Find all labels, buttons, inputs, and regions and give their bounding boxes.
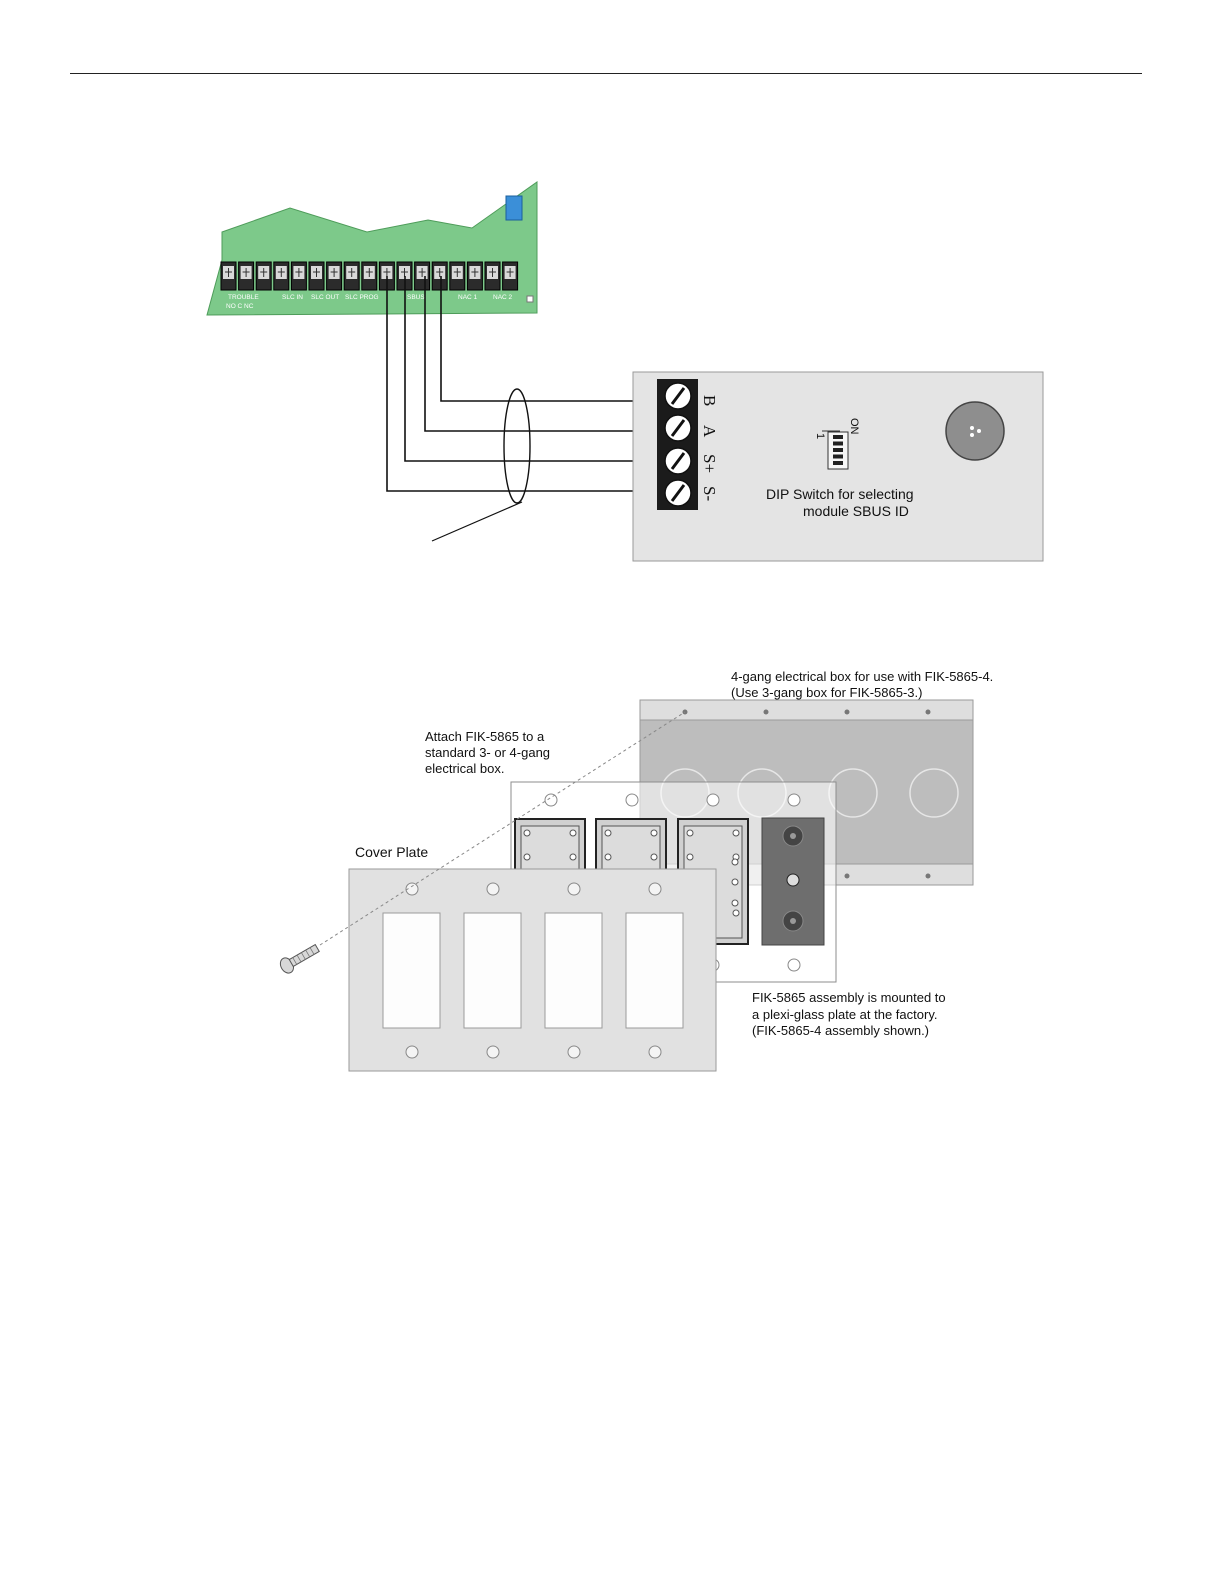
terminal-splus-label: S+ (700, 454, 719, 474)
box-note-2: (Use 3-gang box for FIK-5865-3.) (731, 685, 923, 700)
dip-caption-1: DIP Switch for selecting (766, 486, 914, 502)
module-pin (732, 859, 738, 865)
dip-on-label: ON (848, 418, 860, 435)
sbus-label: SBUS (407, 294, 425, 301)
terminal-b-label: B (700, 395, 719, 407)
cover-screw-hole (568, 883, 580, 895)
trouble-label: TROUBLE (228, 294, 259, 301)
dip-caption-2: module SBUS ID (803, 503, 909, 519)
attach-note-1: Attach FIK-5865 to a (425, 729, 545, 744)
box-note-1: 4-gang electrical box for use with FIK-5865-4. (731, 669, 994, 684)
screw-icon (278, 941, 322, 975)
assembly-note-2: a plexi-glass plate at the factory. (752, 1007, 938, 1022)
box-screw-hole (845, 874, 850, 879)
trouble-terms: NO C NC (226, 303, 254, 310)
switch-opening (464, 913, 521, 1028)
cover-plate-label: Cover Plate (355, 844, 429, 860)
attach-note-2: standard 3- or 4-gang (425, 745, 551, 760)
plexi-hole (788, 794, 800, 806)
plexi-hole (626, 794, 638, 806)
slc-prog-label: SLC PROG (345, 294, 379, 301)
plexi-hole (545, 794, 557, 806)
cover-screw-hole (487, 1046, 499, 1058)
plexi-hole (788, 959, 800, 971)
dip-one-label: 1 (814, 433, 826, 440)
box-screw-hole (764, 710, 769, 715)
assembly-note-1: FIK-5865 assembly is mounted to (752, 990, 946, 1005)
terminal-sminus-label: S- (700, 486, 719, 502)
switch-opening (626, 913, 683, 1028)
switch-opening (545, 913, 602, 1028)
box-screw-hole (926, 874, 931, 879)
nac2-label: NAC 2 (493, 294, 513, 301)
cover-screw-hole (406, 1046, 418, 1058)
slc-out-label: SLC OUT (311, 294, 340, 301)
box-screw-hole (926, 710, 931, 715)
attach-note-3: electrical box. (425, 761, 505, 776)
nac1-label: NAC 1 (458, 294, 478, 301)
switch-opening (383, 913, 440, 1028)
terminal-a-label: A (700, 425, 719, 438)
assembly-note-3: (FIK-5865-4 assembly shown.) (752, 1023, 930, 1038)
cover-screw-hole (649, 1046, 661, 1058)
box-screw-hole (845, 710, 850, 715)
cover-screw-hole (487, 883, 499, 895)
slc-in-label: SLC IN (282, 294, 303, 301)
cover-screw-hole (649, 883, 661, 895)
plexi-hole (707, 794, 719, 806)
module-pin (732, 879, 738, 885)
module-pin (732, 900, 738, 906)
cover-screw-hole (568, 1046, 580, 1058)
